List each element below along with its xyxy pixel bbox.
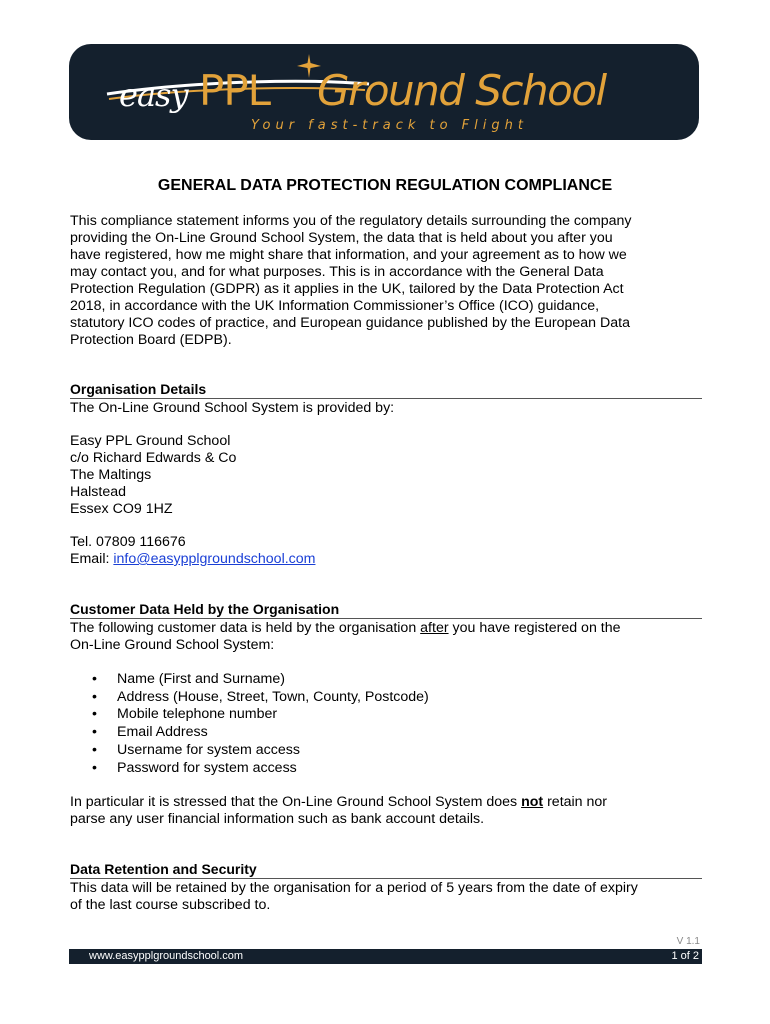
section-heading-retention: Data Retention and Security <box>70 861 702 879</box>
document-title: GENERAL DATA PROTECTION REGULATION COMPLIANCE <box>157 177 613 194</box>
lead-emphasis: after <box>420 620 449 636</box>
address-line: Halstead <box>70 484 126 500</box>
address-line: c/o Richard Edwards & Co <box>70 450 237 466</box>
note-text: In particular it is stressed that the On-Line Ground School System does <box>70 794 522 810</box>
list-item: • Address (House, Street, Town, County, Postcode) <box>70 689 429 707</box>
intro-line: statutory ICO codes of practice, and European guidance published by the European Data <box>70 315 630 331</box>
intro-line: may contact you, and for what purposes. This is in accordance with the General Data <box>70 264 604 280</box>
logo-easy: easy <box>119 76 188 114</box>
version-label: V 1.1 <box>676 936 700 947</box>
lead-text: The following customer data is held by the organisation <box>70 620 421 636</box>
footer-bar <box>69 949 702 964</box>
intro-line: This compliance statement informs you of the regulatory details surrounding the company <box>70 213 632 229</box>
note-text: retain nor <box>543 794 608 810</box>
retention-line: of the last course subscribed to. <box>70 897 271 913</box>
customer-lead-line <box>70 620 621 637</box>
intro-line: have registered, how me might share that information, and your agreement as to how we <box>70 247 627 263</box>
section-heading-organisation: Organisation Details <box>70 381 702 399</box>
organisation-lead-text: The On-Line Ground School System is provided by: <box>70 400 395 416</box>
logo-ppl: PPL <box>199 66 271 115</box>
note-line: parse any user financial information such as bank account details. <box>70 811 485 827</box>
retention-paragraph <box>70 880 638 914</box>
list-item: • Name (First and Surname) <box>70 671 429 689</box>
intro-line: Protection Board (EDPB). <box>70 332 232 348</box>
telephone: Tel. 07809 116676 <box>70 534 186 550</box>
note-line <box>70 794 607 811</box>
address-line: The Maltings <box>70 467 152 483</box>
header-banner <box>69 44 699 140</box>
footer-website: www.easypplgroundschool.com <box>89 950 244 962</box>
retention-line: This data will be retained by the organisation for a period of 5 years from the date of expiry <box>70 880 638 896</box>
list-item: • Password for system access <box>70 760 429 778</box>
address-line: Easy PPL Ground School <box>70 433 231 449</box>
list-item: • Username for system access <box>70 742 429 760</box>
address-line: Essex CO9 1HZ <box>70 501 173 517</box>
intro-line: providing the On-Line Ground School System, the data that is held about you after you <box>70 230 613 246</box>
customer-lead-line: On-Line Ground School System: <box>70 637 275 653</box>
logo-tagline: Your fast-track to Flight <box>251 118 528 133</box>
organisation-lead <box>70 400 394 417</box>
customer-data-lead <box>70 620 621 654</box>
email-line <box>70 551 315 568</box>
section-heading-customer-data: Customer Data Held by the Organisation <box>70 601 702 619</box>
intro-line: 2018, in accordance with the UK Information Commissioner’s Office (ICO) guidance, <box>70 298 600 314</box>
list-item: • Mobile telephone number <box>70 706 429 724</box>
email-label: Email: <box>70 551 114 567</box>
lead-text: you have registered on the <box>448 620 621 636</box>
organisation-contact <box>70 534 315 568</box>
list-item: • Email Address <box>70 724 429 742</box>
logo-ground-school: Ground School <box>317 66 606 115</box>
organisation-address <box>70 433 236 518</box>
intro-line: Protection Regulation (GDPR) as it applies in the UK, tailored by the Data Protection Act <box>70 281 624 297</box>
note-emphasis: not <box>521 794 544 810</box>
page-number: 1 of 2 <box>671 950 699 962</box>
customer-data-note <box>70 794 607 828</box>
intro-paragraph <box>70 213 631 349</box>
email-link[interactable]: info@easypplgroundschool.com <box>113 551 316 567</box>
customer-data-list <box>70 671 429 777</box>
